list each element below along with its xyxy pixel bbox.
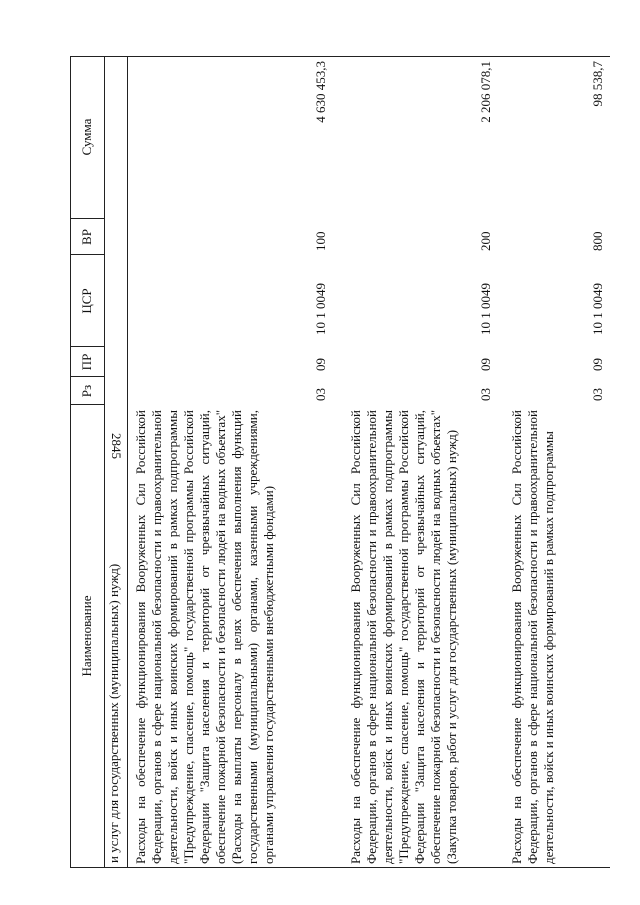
- row-3-sum: 98 538,7: [590, 61, 605, 107]
- header-rz: Рз: [79, 384, 94, 398]
- continuation-row-border: [127, 57, 128, 867]
- row-2-vr: 200: [478, 231, 493, 251]
- row-1-csr: 10 1 0049: [313, 283, 328, 335]
- header-vr: ВР: [79, 229, 94, 245]
- continuation-text: и услуг для государственных (муниципальных) нужд): [106, 563, 121, 863]
- row-2-pr: 09: [478, 358, 493, 371]
- row-2-name: Расходы на обеспечение функционирования Вооруженных Сил Российской Федерации, органов в сфере национальной безопасности и правоохранительной деятельности, войск и иных воинских формирований в рамках подпрограммы "Предупреждение, спасение, помощь" государственной программы Российской Федерации "Защита населения и территорий от чрезвычайных ситуаций, обеспечение пожарной безопасности и безопасности людей на водных объектах" (Закупка товаров, работ и услуг для государственных (муниципальных) нужд): [348, 410, 459, 864]
- header-name: Наименование: [79, 595, 94, 677]
- row-3-name: Расходы на обеспечение функционирования Вооруженных Сил Российской Федерации, органов в сфере национальной безопасности и правоохранительной деятельности, войск и иных воинских формирований в рамках подпрограммы: [509, 410, 556, 864]
- row-2-sum: 2 206 078,1: [478, 61, 493, 123]
- page-number: 2845: [109, 433, 124, 459]
- row-1-sum: 4 630 453,3: [313, 61, 328, 123]
- row-1-rz: 03: [313, 388, 328, 401]
- header-bottom-border: [104, 57, 105, 867]
- row-3-vr: 800: [590, 231, 605, 251]
- header-sum: Сумма: [79, 118, 94, 156]
- header-csr: ЦСР: [79, 288, 94, 314]
- header-pr: ПР: [79, 353, 94, 371]
- row-3-rz: 03: [590, 388, 605, 401]
- row-2-csr: 10 1 0049: [478, 283, 493, 335]
- table-grid: [70, 56, 610, 868]
- row-3-pr: 09: [590, 358, 605, 371]
- budget-table: [70, 56, 610, 868]
- row-1-vr: 100: [313, 231, 328, 251]
- row-1-name: Расходы на обеспечение функционирования Вооруженных Сил Российской Федерации, органов в сфере национальной безопасности и правоохранительной деятельности, войск и иных воинских формирований в рамках подпрограммы "Предупреждение, спасение, помощь" государственной программы Российской Федерации "Защита населения и территорий от чрезвычайных ситуаций, обеспечение пожарной безопасности и безопасности людей на водных объектах" (Расходы на выплаты персоналу в целях обеспечения выполнения функций государственными (муниципальными) органами, казенными учреждениями, органами управления государственными внебюджетными фондами): [133, 410, 276, 864]
- row-2-rz: 03: [478, 388, 493, 401]
- row-3-csr: 10 1 0049: [590, 283, 605, 335]
- row-1-pr: 09: [313, 358, 328, 371]
